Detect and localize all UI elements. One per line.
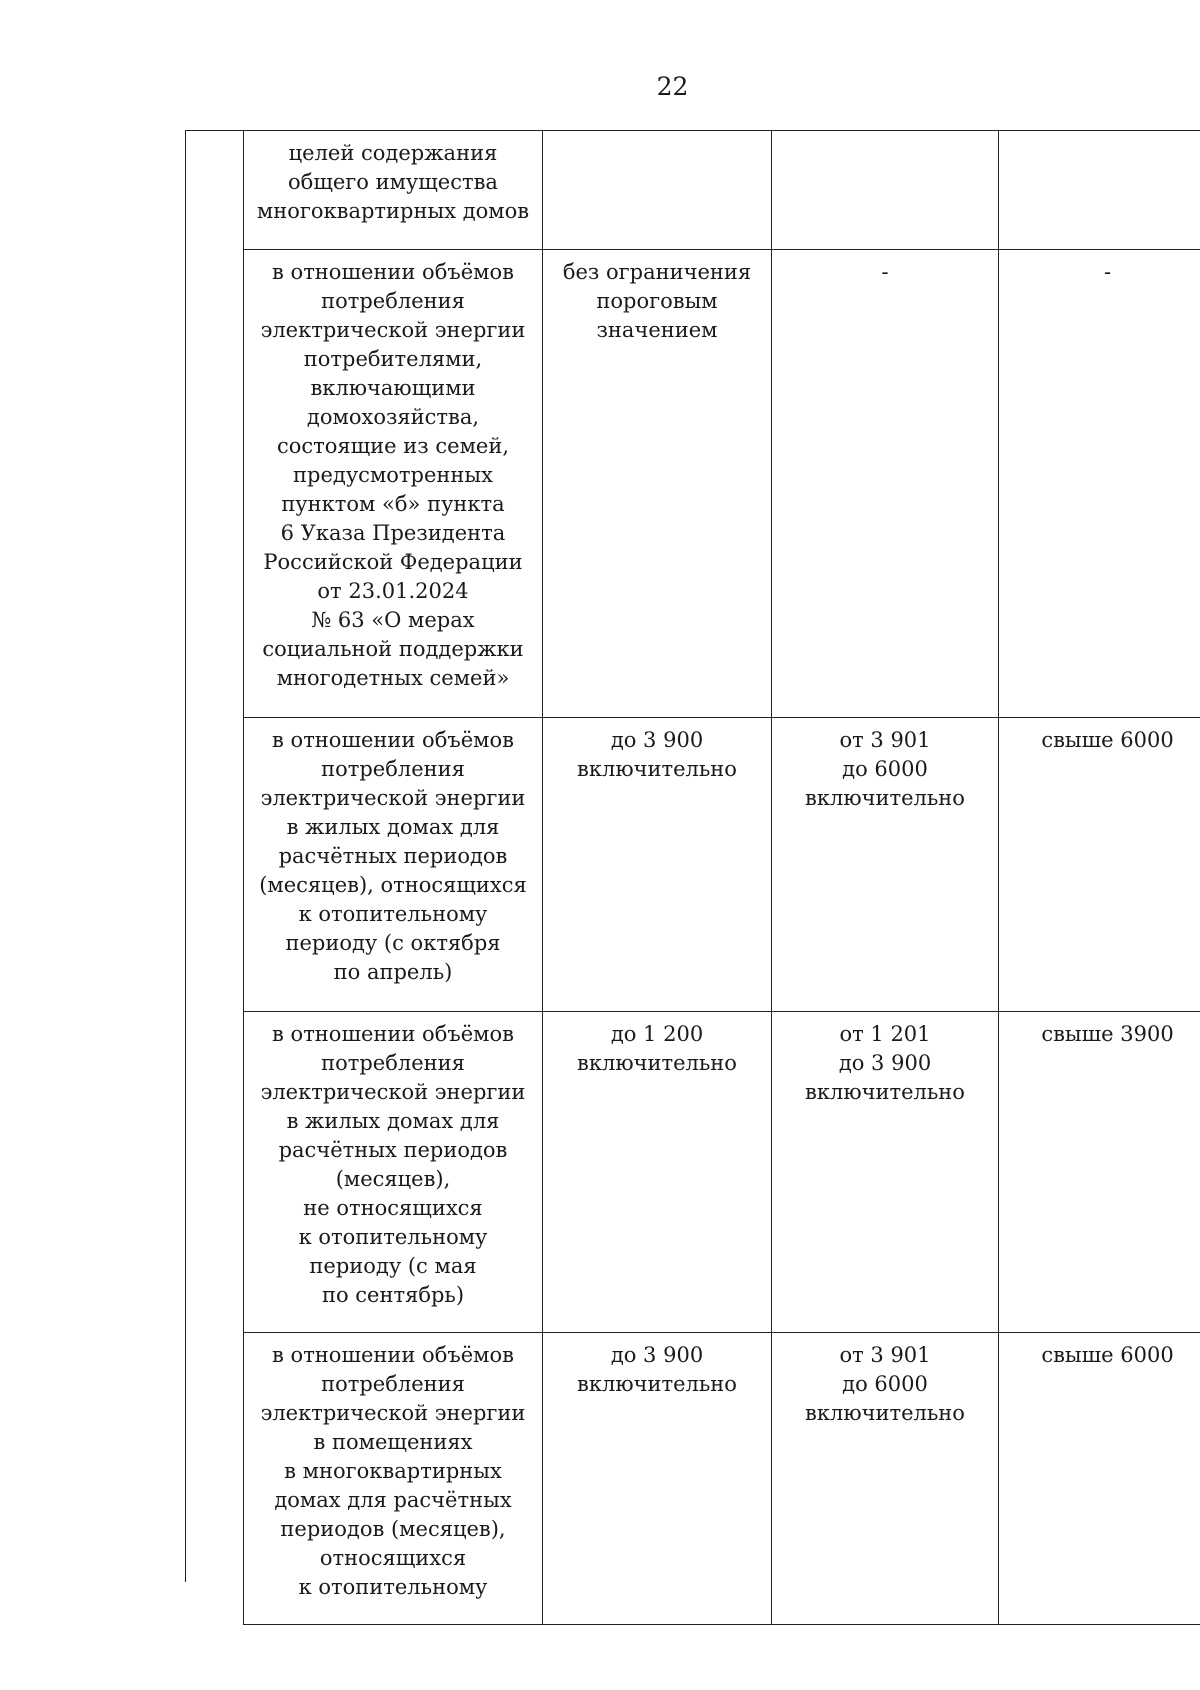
threshold-cell-a: до 1 200 включительно <box>543 1012 772 1333</box>
threshold-cell-c <box>999 131 1200 250</box>
outer-table-border-top <box>185 130 243 131</box>
threshold-cell-a: без ограничения пороговым значением <box>543 250 772 718</box>
row-description: в отношении объёмов потребления электрической энергии в жилых домах для расчётных периодов (месяцев), не относящихся к отопительному периоду (с мая по сентябрь) <box>244 1012 543 1333</box>
row-description: в отношении объёмов потребления электрической энергии потребителями, включающими домохозяйства, состоящие из семей, предусмотренных пунктом «б» пункта 6 Указа Президента Российской Федерации от 23.01.2024 № 63 «О мерах социальной поддержки многодетных семей» <box>244 250 543 718</box>
threshold-cell-a: до 3 900 включительно <box>543 1333 772 1625</box>
threshold-cell-b: от 3 901 до 6000 включительно <box>772 1333 999 1625</box>
row-description: целей содержания общего имущества многоквартирных домов <box>244 131 543 250</box>
threshold-cell-c: свыше 6000 <box>999 1333 1200 1625</box>
table-row <box>244 718 1200 1012</box>
threshold-cell-c: - <box>999 250 1200 718</box>
threshold-cell-b: от 1 201 до 3 900 включительно <box>772 1012 999 1333</box>
row-description: в отношении объёмов потребления электрической энергии в помещениях в многоквартирных домах для расчётных периодов (месяцев), относящихся к отопительному <box>244 1333 543 1625</box>
threshold-cell-b: от 3 901 до 6000 включительно <box>772 718 999 1012</box>
threshold-cell-c: свыше 6000 <box>999 718 1200 1012</box>
table-row <box>244 1333 1200 1625</box>
table-row <box>244 131 1200 250</box>
threshold-cell-a: до 3 900 включительно <box>543 718 772 1012</box>
outer-table-border-left <box>185 130 186 1582</box>
threshold-cell-b: - <box>772 250 999 718</box>
threshold-cell-a <box>543 131 772 250</box>
threshold-cell-c: свыше 3900 <box>999 1012 1200 1333</box>
table-row <box>244 250 1200 718</box>
threshold-cell-b <box>772 131 999 250</box>
tariff-threshold-table <box>243 130 1200 1625</box>
row-description: в отношении объёмов потребления электрической энергии в жилых домах для расчётных периодов (месяцев), относящихся к отопительному периоду (с октября по апрель) <box>244 718 543 1012</box>
page-number: 22 <box>656 72 689 101</box>
table-row <box>244 1012 1200 1333</box>
